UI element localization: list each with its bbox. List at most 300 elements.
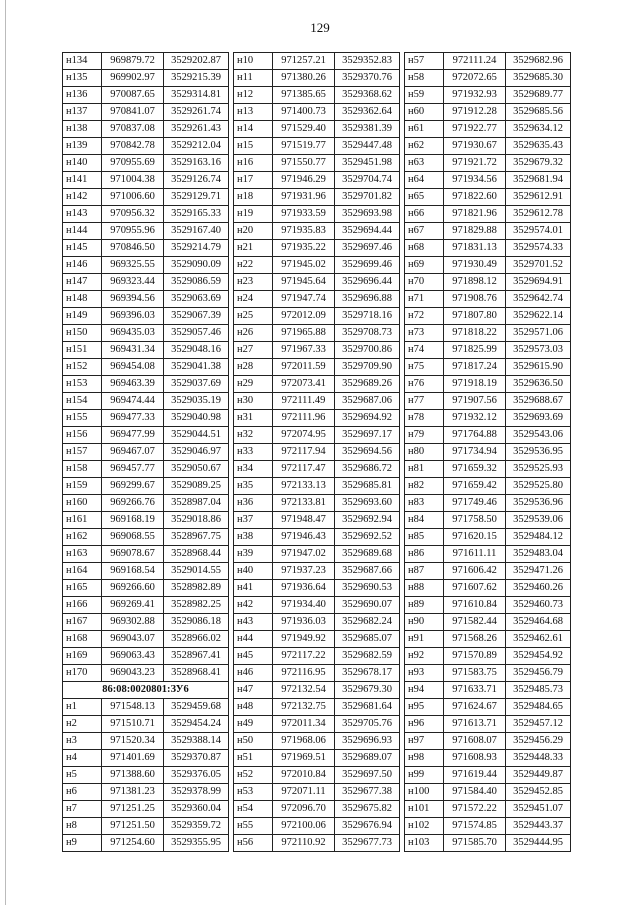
table-row [63, 87, 229, 104]
x-coordinate-cell: 971818.22 [444, 325, 506, 342]
y-coordinate-cell: 3529388.14 [164, 733, 229, 750]
x-coordinate-cell: 969168.54 [102, 563, 164, 580]
point-id-cell: н68 [405, 240, 444, 257]
y-coordinate-cell: 3529677.38 [335, 784, 400, 801]
x-coordinate-cell: 971934.56 [444, 172, 506, 189]
y-coordinate-cell: 3529167.40 [164, 223, 229, 240]
point-id-cell: н75 [405, 359, 444, 376]
y-coordinate-cell: 3529536.95 [506, 444, 571, 461]
y-coordinate-cell: 3528982.25 [164, 597, 229, 614]
point-id-cell: н36 [234, 495, 273, 512]
y-coordinate-cell: 3529018.86 [164, 512, 229, 529]
point-id-cell: н26 [234, 325, 273, 342]
point-id-cell: н79 [405, 427, 444, 444]
y-coordinate-cell: 3529214.79 [164, 240, 229, 257]
table-row [234, 733, 400, 750]
y-coordinate-cell: 3529459.68 [164, 699, 229, 716]
table-row [234, 682, 400, 699]
table-row [234, 206, 400, 223]
table-row [405, 648, 571, 665]
point-id-cell: н54 [234, 801, 273, 818]
point-id-cell: н6 [63, 784, 102, 801]
x-coordinate-cell: 971619.44 [444, 767, 506, 784]
y-coordinate-cell: 3529456.29 [506, 733, 571, 750]
x-coordinate-cell: 971912.28 [444, 104, 506, 121]
table-row [234, 70, 400, 87]
table-row [234, 257, 400, 274]
table-row [63, 53, 229, 70]
point-id-cell: н34 [234, 461, 273, 478]
y-coordinate-cell: 3529696.93 [335, 733, 400, 750]
y-coordinate-cell: 3529370.87 [164, 750, 229, 767]
table-row [405, 801, 571, 818]
point-id-cell: н136 [63, 87, 102, 104]
y-coordinate-cell: 3528968.41 [164, 665, 229, 682]
y-coordinate-cell: 3529362.64 [335, 104, 400, 121]
point-id-cell: н97 [405, 733, 444, 750]
y-coordinate-cell: 3529704.74 [335, 172, 400, 189]
x-coordinate-cell: 971935.83 [273, 223, 335, 240]
y-coordinate-cell: 3529681.94 [506, 172, 571, 189]
y-coordinate-cell: 3529261.74 [164, 104, 229, 121]
point-id-cell: н152 [63, 359, 102, 376]
table-row [63, 240, 229, 257]
y-coordinate-cell: 3528987.04 [164, 495, 229, 512]
point-id-cell: н61 [405, 121, 444, 138]
point-id-cell: н100 [405, 784, 444, 801]
y-coordinate-cell: 3529368.62 [335, 87, 400, 104]
table-row [63, 801, 229, 818]
x-coordinate-cell: 971510.71 [102, 716, 164, 733]
x-coordinate-cell: 969396.03 [102, 308, 164, 325]
x-coordinate-cell: 971254.60 [102, 835, 164, 852]
y-coordinate-cell: 3529212.04 [164, 138, 229, 155]
point-id-cell: н67 [405, 223, 444, 240]
x-coordinate-cell: 969457.77 [102, 461, 164, 478]
x-coordinate-cell: 971749.46 [444, 495, 506, 512]
x-coordinate-cell: 972096.70 [273, 801, 335, 818]
table-row [234, 699, 400, 716]
point-id-cell: н45 [234, 648, 273, 665]
table-row [405, 631, 571, 648]
table-row [234, 325, 400, 342]
table-row [63, 546, 229, 563]
page-number: 129 [310, 20, 330, 35]
point-id-cell: н46 [234, 665, 273, 682]
point-id-cell: н62 [405, 138, 444, 155]
point-id-cell: н2 [63, 716, 102, 733]
table-row [63, 665, 229, 682]
x-coordinate-cell: 972132.75 [273, 699, 335, 716]
table-row [63, 784, 229, 801]
x-coordinate-cell: 969266.76 [102, 495, 164, 512]
table-row [405, 495, 571, 512]
table-row [234, 121, 400, 138]
table-row [63, 835, 229, 852]
x-coordinate-cell: 971829.88 [444, 223, 506, 240]
point-id-cell: н83 [405, 495, 444, 512]
y-coordinate-cell: 3529701.82 [335, 189, 400, 206]
table-row [234, 359, 400, 376]
point-id-cell: н56 [234, 835, 273, 852]
point-id-cell: н25 [234, 308, 273, 325]
x-coordinate-cell: 972071.11 [273, 784, 335, 801]
x-coordinate-cell: 971401.69 [102, 750, 164, 767]
point-id-cell: н35 [234, 478, 273, 495]
x-coordinate-cell: 971400.73 [273, 104, 335, 121]
table-row [234, 563, 400, 580]
y-coordinate-cell: 3529543.06 [506, 427, 571, 444]
x-coordinate-cell: 971568.26 [444, 631, 506, 648]
x-coordinate-cell: 971932.12 [444, 410, 506, 427]
table-row [405, 172, 571, 189]
point-id-cell: н27 [234, 342, 273, 359]
x-coordinate-cell: 971659.32 [444, 461, 506, 478]
point-id-cell: н9 [63, 835, 102, 852]
x-coordinate-cell: 971935.22 [273, 240, 335, 257]
table-row [405, 835, 571, 852]
table-row [234, 648, 400, 665]
y-coordinate-cell: 3529451.98 [335, 155, 400, 172]
x-coordinate-cell: 971947.74 [273, 291, 335, 308]
x-coordinate-cell: 971519.77 [273, 138, 335, 155]
table-row [63, 342, 229, 359]
x-coordinate-cell: 971659.42 [444, 478, 506, 495]
y-coordinate-cell: 3529685.07 [335, 631, 400, 648]
table-row [405, 461, 571, 478]
table-row [234, 818, 400, 835]
point-id-cell: н10 [234, 53, 273, 70]
point-id-cell: н11 [234, 70, 273, 87]
y-coordinate-cell: 3528967.75 [164, 529, 229, 546]
table-row [234, 767, 400, 784]
point-id-cell: н5 [63, 767, 102, 784]
table-row [234, 546, 400, 563]
x-coordinate-cell: 972133.81 [273, 495, 335, 512]
point-id-cell: н149 [63, 308, 102, 325]
x-coordinate-cell: 971620.15 [444, 529, 506, 546]
y-coordinate-cell: 3529696.44 [335, 274, 400, 291]
y-coordinate-cell: 3529573.03 [506, 342, 571, 359]
table-row [234, 376, 400, 393]
y-coordinate-cell: 3528968.44 [164, 546, 229, 563]
point-id-cell: н139 [63, 138, 102, 155]
table-row [405, 665, 571, 682]
x-coordinate-cell: 971606.42 [444, 563, 506, 580]
table-row [405, 359, 571, 376]
point-id-cell: н140 [63, 155, 102, 172]
point-id-cell: н16 [234, 155, 273, 172]
x-coordinate-cell: 972111.49 [273, 393, 335, 410]
table-row [234, 274, 400, 291]
x-coordinate-cell: 971907.56 [444, 393, 506, 410]
y-coordinate-cell: 3528982.89 [164, 580, 229, 597]
y-coordinate-cell: 3529700.86 [335, 342, 400, 359]
point-id-cell: н86 [405, 546, 444, 563]
y-coordinate-cell: 3528967.41 [164, 648, 229, 665]
point-id-cell: н164 [63, 563, 102, 580]
table-row [63, 189, 229, 206]
y-coordinate-cell: 3529686.72 [335, 461, 400, 478]
table-row [234, 155, 400, 172]
y-coordinate-cell: 3529090.09 [164, 257, 229, 274]
x-coordinate-cell: 971574.85 [444, 818, 506, 835]
table-row [63, 138, 229, 155]
table-row [234, 291, 400, 308]
y-coordinate-cell: 3529692.94 [335, 512, 400, 529]
x-coordinate-cell: 971764.88 [444, 427, 506, 444]
point-id-cell: н142 [63, 189, 102, 206]
x-coordinate-cell: 972117.94 [273, 444, 335, 461]
table-row [234, 478, 400, 495]
point-id-cell: н53 [234, 784, 273, 801]
table-row [63, 206, 229, 223]
table-row [63, 716, 229, 733]
x-coordinate-cell: 972073.41 [273, 376, 335, 393]
point-id-cell: н158 [63, 461, 102, 478]
point-id-cell: н31 [234, 410, 273, 427]
y-coordinate-cell: 3529378.99 [164, 784, 229, 801]
point-id-cell: н76 [405, 376, 444, 393]
table-row [63, 325, 229, 342]
x-coordinate-cell: 971946.29 [273, 172, 335, 189]
x-coordinate-cell: 969463.39 [102, 376, 164, 393]
x-coordinate-cell: 972010.84 [273, 767, 335, 784]
point-id-cell: н137 [63, 104, 102, 121]
x-coordinate-cell: 970841.07 [102, 104, 164, 121]
y-coordinate-cell: 3529635.43 [506, 138, 571, 155]
x-coordinate-cell: 971608.93 [444, 750, 506, 767]
point-id-cell: н157 [63, 444, 102, 461]
x-coordinate-cell: 971946.43 [273, 529, 335, 546]
x-coordinate-cell: 971572.22 [444, 801, 506, 818]
y-coordinate-cell: 3529381.39 [335, 121, 400, 138]
x-coordinate-cell: 971931.96 [273, 189, 335, 206]
table-row [405, 512, 571, 529]
table-row [63, 495, 229, 512]
point-id-cell: н101 [405, 801, 444, 818]
point-id-cell: н3 [63, 733, 102, 750]
table-row [63, 121, 229, 138]
table-row [234, 614, 400, 631]
table-row [234, 172, 400, 189]
table-row [63, 257, 229, 274]
table-row [234, 580, 400, 597]
table-row [405, 444, 571, 461]
y-coordinate-cell: 3529682.24 [335, 614, 400, 631]
y-coordinate-cell: 3529697.17 [335, 427, 400, 444]
point-id-cell: н163 [63, 546, 102, 563]
x-coordinate-cell: 969474.44 [102, 393, 164, 410]
table-row [234, 53, 400, 70]
point-id-cell: н72 [405, 308, 444, 325]
point-id-cell: н64 [405, 172, 444, 189]
y-coordinate-cell: 3529014.55 [164, 563, 229, 580]
point-id-cell: н153 [63, 376, 102, 393]
point-id-cell: н55 [234, 818, 273, 835]
y-coordinate-cell: 3529688.67 [506, 393, 571, 410]
point-id-cell: н33 [234, 444, 273, 461]
point-id-cell: н77 [405, 393, 444, 410]
x-coordinate-cell: 971380.26 [273, 70, 335, 87]
x-coordinate-cell: 971930.49 [444, 257, 506, 274]
y-coordinate-cell: 3529693.69 [506, 410, 571, 427]
x-coordinate-cell: 969394.56 [102, 291, 164, 308]
point-id-cell: н102 [405, 818, 444, 835]
coordinate-tables [62, 52, 617, 852]
x-coordinate-cell: 969431.34 [102, 342, 164, 359]
table-row [63, 274, 229, 291]
table-row [63, 767, 229, 784]
y-coordinate-cell: 3529448.33 [506, 750, 571, 767]
point-id-cell: н51 [234, 750, 273, 767]
y-coordinate-cell: 3529682.96 [506, 53, 571, 70]
x-coordinate-cell: 971520.34 [102, 733, 164, 750]
y-coordinate-cell: 3529678.17 [335, 665, 400, 682]
point-id-cell: н143 [63, 206, 102, 223]
table-row [405, 767, 571, 784]
y-coordinate-cell: 3529035.19 [164, 393, 229, 410]
x-coordinate-cell: 969063.43 [102, 648, 164, 665]
table-row [63, 478, 229, 495]
y-coordinate-cell: 3529699.46 [335, 257, 400, 274]
x-coordinate-cell: 969168.19 [102, 512, 164, 529]
x-coordinate-cell: 970955.69 [102, 155, 164, 172]
y-coordinate-cell: 3529642.74 [506, 291, 571, 308]
y-coordinate-cell: 3529449.87 [506, 767, 571, 784]
table-row [405, 308, 571, 325]
y-coordinate-cell: 3529044.51 [164, 427, 229, 444]
x-coordinate-cell: 971611.11 [444, 546, 506, 563]
y-coordinate-cell: 3529692.52 [335, 529, 400, 546]
point-id-cell: н42 [234, 597, 273, 614]
point-id-cell: н156 [63, 427, 102, 444]
x-coordinate-cell: 972110.92 [273, 835, 335, 852]
table-row [63, 223, 229, 240]
y-coordinate-cell: 3529202.87 [164, 53, 229, 70]
x-coordinate-cell: 969435.03 [102, 325, 164, 342]
table-row [234, 308, 400, 325]
x-coordinate-cell: 971548.13 [102, 699, 164, 716]
table-row [405, 478, 571, 495]
x-coordinate-cell: 971817.24 [444, 359, 506, 376]
y-coordinate-cell: 3529261.43 [164, 121, 229, 138]
y-coordinate-cell: 3529376.05 [164, 767, 229, 784]
point-id-cell: н138 [63, 121, 102, 138]
table-row [405, 104, 571, 121]
x-coordinate-cell: 971758.50 [444, 512, 506, 529]
x-coordinate-cell: 971584.40 [444, 784, 506, 801]
table-row [63, 818, 229, 835]
table-row [405, 257, 571, 274]
table-row [234, 631, 400, 648]
y-coordinate-cell: 3529708.73 [335, 325, 400, 342]
y-coordinate-cell: 3529314.81 [164, 87, 229, 104]
x-coordinate-cell: 971607.62 [444, 580, 506, 597]
y-coordinate-cell: 3529451.07 [506, 801, 571, 818]
y-coordinate-cell: 3529456.79 [506, 665, 571, 682]
table-row [234, 716, 400, 733]
x-coordinate-cell: 971934.40 [273, 597, 335, 614]
point-id-cell: н30 [234, 393, 273, 410]
table-row [63, 580, 229, 597]
point-id-cell: н70 [405, 274, 444, 291]
y-coordinate-cell: 3529352.83 [335, 53, 400, 70]
x-coordinate-cell: 971610.84 [444, 597, 506, 614]
x-coordinate-cell: 971936.03 [273, 614, 335, 631]
y-coordinate-cell: 3529685.30 [506, 70, 571, 87]
point-id-cell: н154 [63, 393, 102, 410]
y-coordinate-cell: 3529697.46 [335, 240, 400, 257]
x-coordinate-cell: 972117.47 [273, 461, 335, 478]
point-id-cell: н89 [405, 597, 444, 614]
x-coordinate-cell: 972132.54 [273, 682, 335, 699]
table-row [405, 682, 571, 699]
y-coordinate-cell: 3529370.76 [335, 70, 400, 87]
x-coordinate-cell: 971633.71 [444, 682, 506, 699]
point-id-cell: н73 [405, 325, 444, 342]
x-coordinate-cell: 969078.67 [102, 546, 164, 563]
point-id-cell: н43 [234, 614, 273, 631]
table-row [63, 699, 229, 716]
x-coordinate-cell: 971937.23 [273, 563, 335, 580]
y-coordinate-cell: 3529457.12 [506, 716, 571, 733]
y-coordinate-cell: 3529447.48 [335, 138, 400, 155]
y-coordinate-cell: 3529454.24 [164, 716, 229, 733]
y-coordinate-cell: 3529685.56 [506, 104, 571, 121]
x-coordinate-cell: 971734.94 [444, 444, 506, 461]
y-coordinate-cell: 3529697.50 [335, 767, 400, 784]
point-id-cell: н65 [405, 189, 444, 206]
table-row [405, 597, 571, 614]
y-coordinate-cell: 3529677.73 [335, 835, 400, 852]
point-id-cell: н103 [405, 835, 444, 852]
y-coordinate-cell: 3528966.02 [164, 631, 229, 648]
y-coordinate-cell: 3529454.92 [506, 648, 571, 665]
table-row [63, 648, 229, 665]
point-id-cell: н41 [234, 580, 273, 597]
y-coordinate-cell: 3529460.26 [506, 580, 571, 597]
table-row [405, 189, 571, 206]
x-coordinate-cell: 971825.99 [444, 342, 506, 359]
table-row [234, 665, 400, 682]
table-row [63, 631, 229, 648]
table-row [405, 87, 571, 104]
coordinates-table-left [62, 52, 229, 852]
table-row [234, 835, 400, 852]
y-coordinate-cell: 3529086.59 [164, 274, 229, 291]
point-id-cell: н60 [405, 104, 444, 121]
point-id-cell: н84 [405, 512, 444, 529]
y-coordinate-cell: 3529612.91 [506, 189, 571, 206]
x-coordinate-cell: 969269.41 [102, 597, 164, 614]
x-coordinate-cell: 969043.07 [102, 631, 164, 648]
table-row [405, 563, 571, 580]
table-row [405, 546, 571, 563]
y-coordinate-cell: 3529689.26 [335, 376, 400, 393]
table-row [234, 750, 400, 767]
x-coordinate-cell: 971947.02 [273, 546, 335, 563]
y-coordinate-cell: 3529037.69 [164, 376, 229, 393]
point-id-cell: н47 [234, 682, 273, 699]
y-coordinate-cell: 3529571.06 [506, 325, 571, 342]
point-id-cell: н159 [63, 478, 102, 495]
x-coordinate-cell: 972012.09 [273, 308, 335, 325]
table-row [234, 138, 400, 155]
y-coordinate-cell: 3529444.95 [506, 835, 571, 852]
point-id-cell: н71 [405, 291, 444, 308]
y-coordinate-cell: 3529443.37 [506, 818, 571, 835]
